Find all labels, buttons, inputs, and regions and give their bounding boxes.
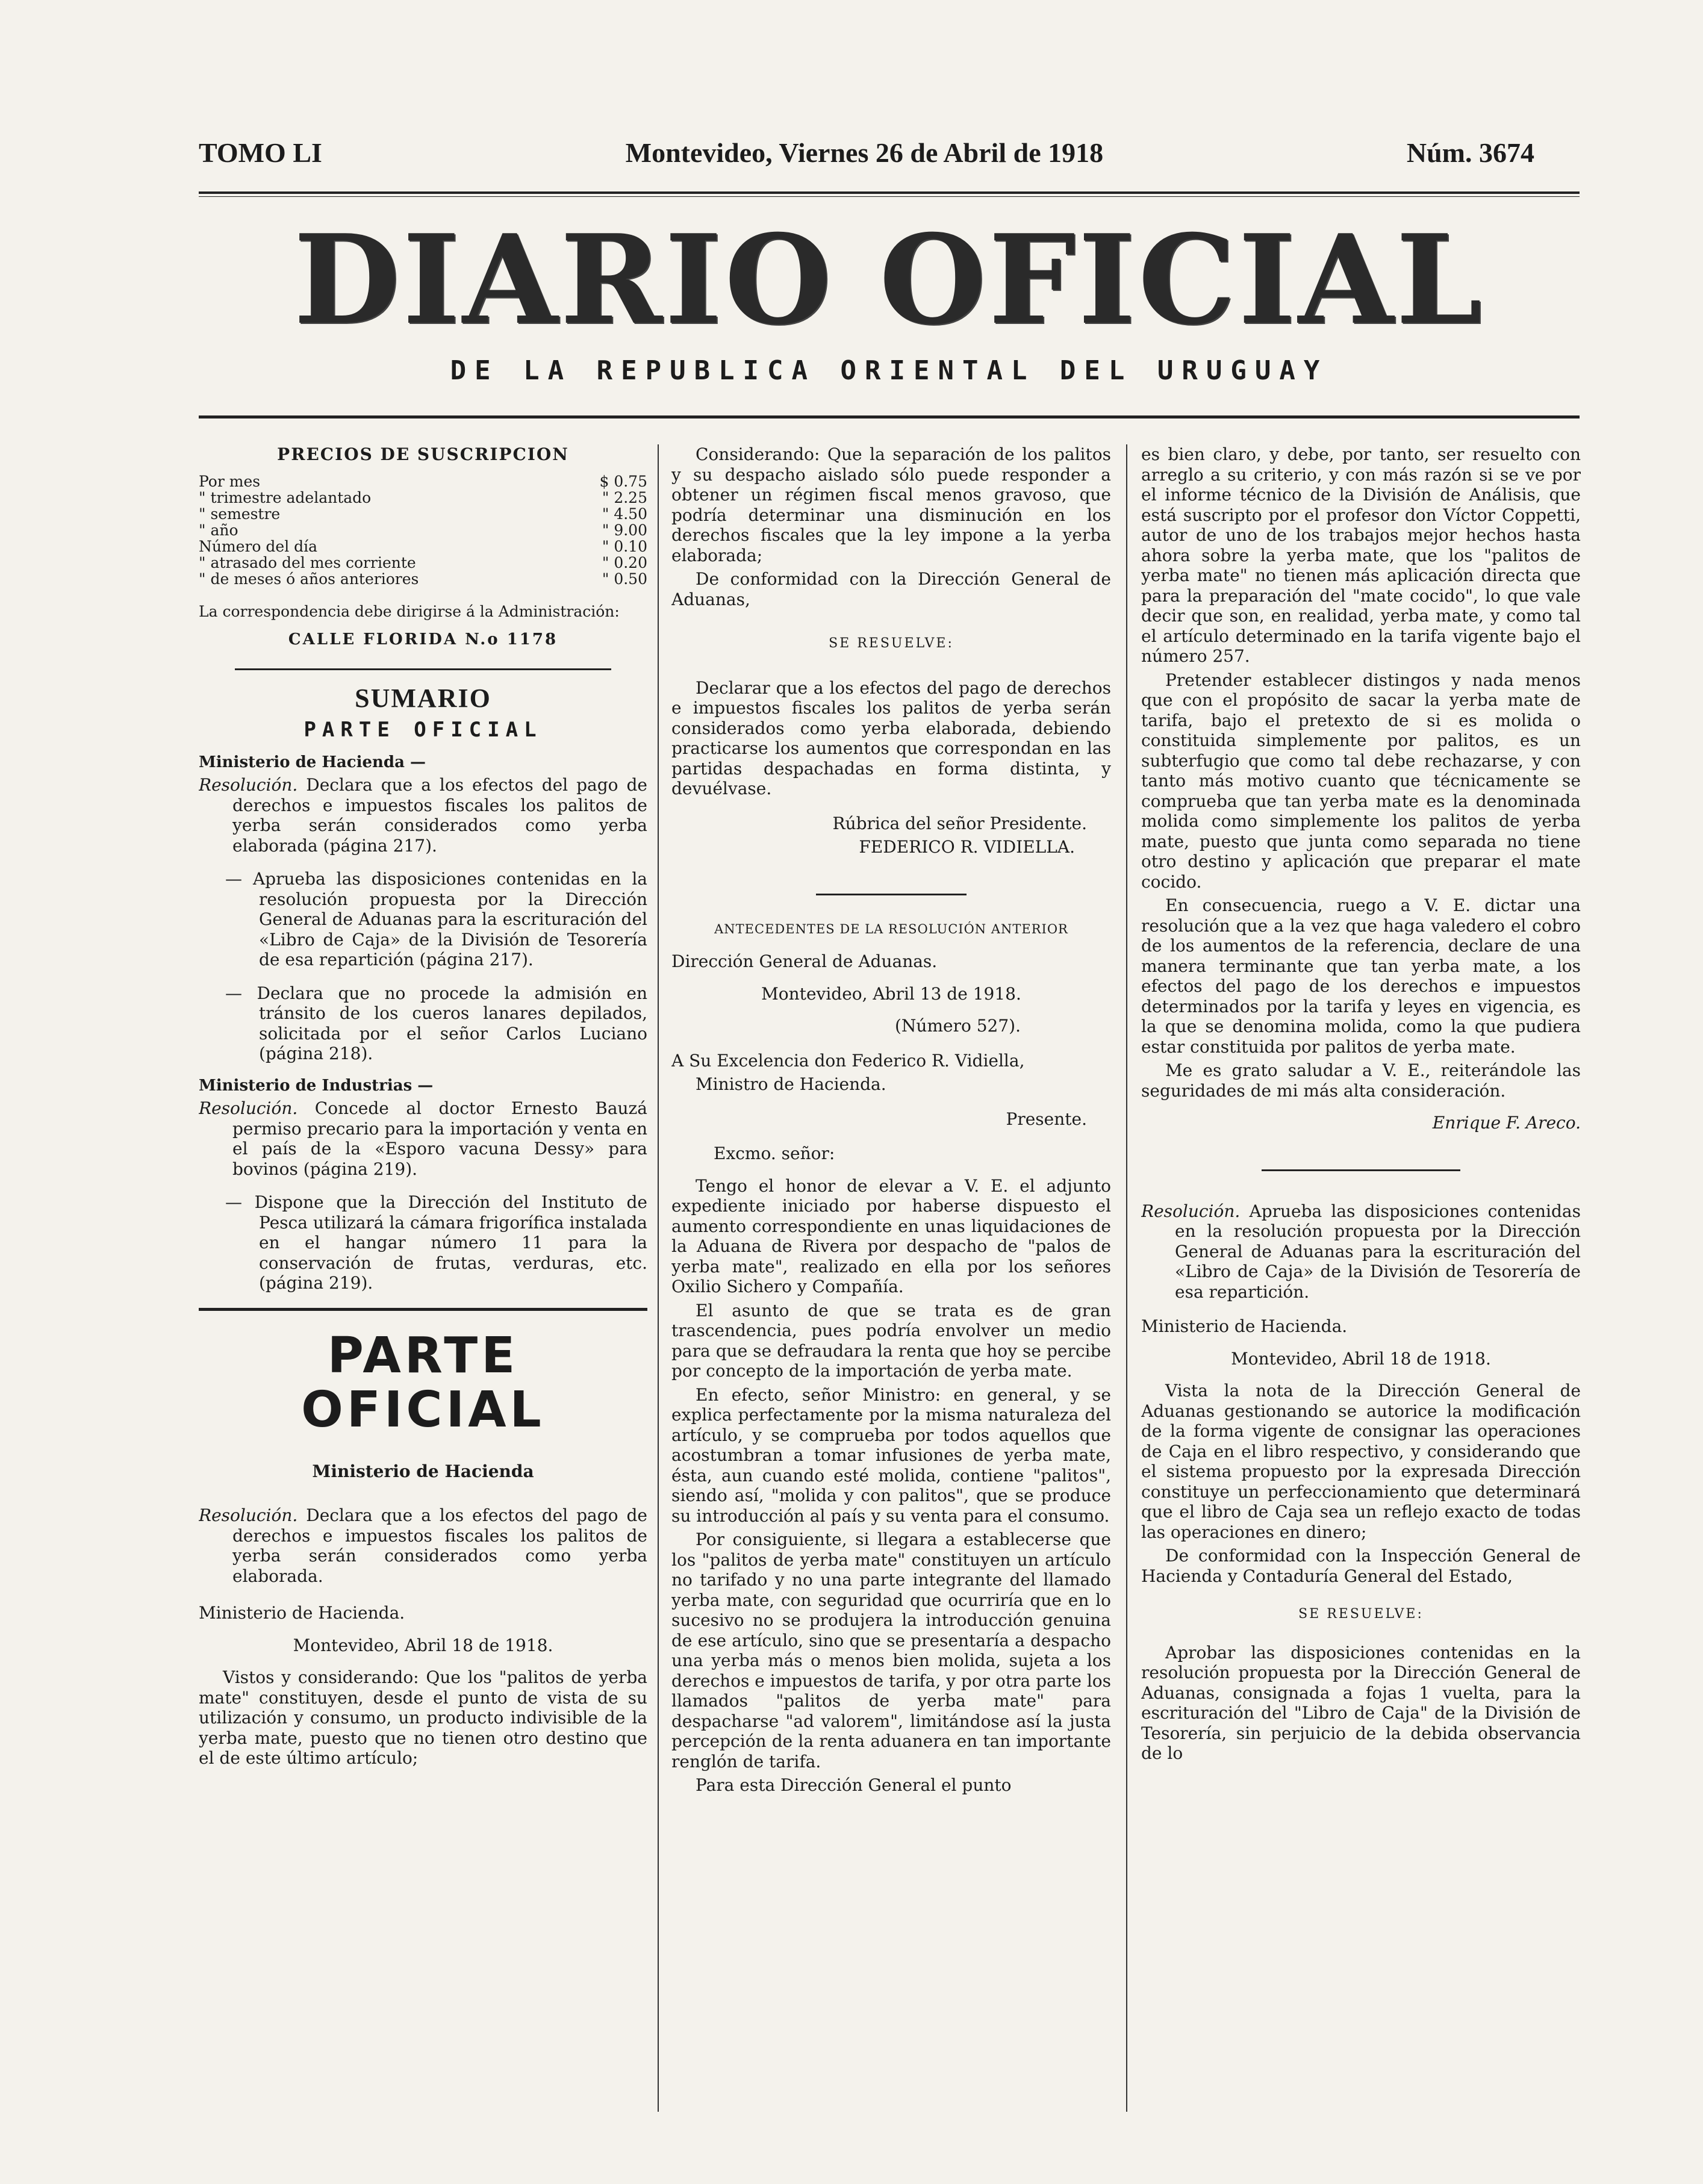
resolution-body: Vistos y considerando: Que los "palitos de yerba mate" constituyen, desde el punto de vista de su utilización y consumo, un producto indivisible de la yerba mate, puesto que no tienen otro destino que el de este último artículo; xyxy=(199,1667,647,1768)
price-label: Número del día xyxy=(199,537,318,555)
paragraph: Para esta Dirección General el punto xyxy=(696,1775,1012,1795)
price-value: $ 0.75 xyxy=(599,472,647,490)
antecedentes-heading: ANTECEDENTES DE LA RESOLUCIÓN ANTERIOR xyxy=(714,921,1068,936)
price-row xyxy=(199,538,647,555)
item-text: Declara que a los efectos del pago de derechos e impuestos fiscales los palitos de yerba serán considerados como yerba elaborada. xyxy=(232,1505,647,1586)
signature: Enrique F. Areco. xyxy=(1432,1113,1581,1133)
item-lead: Resolución. xyxy=(199,1098,298,1118)
parte-oficial-heading: PARTE OFICIAL xyxy=(301,1327,545,1439)
divider xyxy=(235,668,611,670)
paragraph: es bien claro, y debe, por tanto, ser resuelto con arreglo a su criterio, y con más razón si se ve por el informe técnico de la División de Análisis, que está suscripto por el profesor don Víctor Coppetti, autor de uno de los trabajos mejor hechos hasta ahora sobre la yerba mate, que los "palitos de yerba mate" no tienen más aplicación directa que para la preparación del "mate cocido", lo que vale decir que son, en realidad, yerba mate, y como tal el artículo determinado en la tarifa vigente bajo el número 257. xyxy=(1141,444,1581,666)
column-2 xyxy=(671,444,1111,2118)
prices-title: PRECIOS DE SUSCRIPCION xyxy=(277,444,569,464)
paragraph: Aprobar las disposiciones contenidas en la resolución propuesta por la Dirección General de Aduanas, consignada a fojas 1 vuelta, para la escrituración del "Libro de Caja" de la División de Tesorería, sin perjuicio de la debida observancia de lo xyxy=(1141,1642,1581,1763)
paragraph: De conformidad con la Dirección General de Aduanas, xyxy=(671,569,1111,609)
price-row xyxy=(199,571,647,587)
price-value: " 0.10 xyxy=(602,537,647,555)
price-label: " año xyxy=(199,521,238,539)
top-rule xyxy=(199,191,1580,194)
issue-number: Núm. 3674 xyxy=(1406,137,1534,168)
sumario-ministerio-industrias: Ministerio de Industrias — xyxy=(199,1076,434,1095)
sumario-parte-oficial: PARTE OFICIAL xyxy=(304,718,543,742)
price-row xyxy=(199,506,647,522)
admin-address: CALLE FLORIDA N.o 1178 xyxy=(288,630,558,649)
price-label: " de meses ó años anteriores xyxy=(199,570,419,588)
issue-date: Montevideo, Viernes 26 de Abril de 1918 xyxy=(625,137,1104,168)
price-row xyxy=(199,555,647,571)
column-3 xyxy=(1141,444,1581,2118)
divider xyxy=(816,894,967,895)
masthead-rule xyxy=(199,415,1580,418)
item-lead: Resolución. xyxy=(199,775,298,795)
sumario-ministerio-hacienda: Ministerio de Hacienda — xyxy=(199,753,426,771)
paragraph: Declarar que a los efectos del pago de derechos e impuestos fiscales los palitos de yerba serán considerados como yerba elaborada, debiendo practicarse los aumentos que correspondan en las partidas despachadas en forma distinta, y devuélvase. xyxy=(671,677,1111,798)
salutation: Excmo. señor: xyxy=(714,1143,835,1163)
resolution-summary xyxy=(1141,1201,1581,1302)
sumario-item: — Declara que no procede la admisión en tránsito de los cueros lanares depilados, solicitada por el señor Carlos Luciano (página 218). xyxy=(225,983,647,1063)
column-divider-1 xyxy=(658,444,659,2112)
item-text: Declara que a los efectos del pago de derechos e impuestos fiscales los palitos de yerba serán considerados como yerba elaborada (página 217). xyxy=(232,775,647,856)
sumario-title: SUMARIO xyxy=(355,683,491,713)
price-row xyxy=(199,522,647,538)
letter-date: Montevideo, Abril 13 de 1918. xyxy=(761,983,1021,1004)
price-row xyxy=(199,490,647,506)
paragraph: En efecto, señor Ministro: en general, y se explica perfectamente por la misma naturaleza del artículo, y se comprueba por todos aquellos que acostumbran a tomar infusiones de yerba mate, ésta, aun cuando esté molida, contiene "palitos", siendo así, "molida y con palitos", que se produce su introducción al país y su venta para el consumo. xyxy=(671,1384,1111,1526)
paragraph: Me es grato saludar a V. E., reiterándole las seguridades de mi más alta consideración. xyxy=(1141,1060,1581,1101)
divider xyxy=(199,1308,647,1311)
addressee: A Su Excelencia don Federico R. Vidiella, xyxy=(671,1050,1025,1071)
sumario-item: — Dispone que la Dirección del Instituto de Pesca utilizará la cámara frigorífica instalada en el hangar número 11 para la conservación de frutas, verduras, etc. (página 219). xyxy=(225,1192,647,1293)
price-label: Por mes xyxy=(199,472,261,490)
resolution-ministerio: Ministerio de Hacienda. xyxy=(1141,1316,1348,1336)
price-value: " 2.25 xyxy=(602,488,647,506)
paragraph: Vista la nota de la Dirección General de Aduanas gestionando se autorice la modificación de la forma vigente de consignar las operaciones de Caja en el libro respectivo, y considerando que el sistema propuesto por la expresada Dirección constituye un perfeccionamiento que determinará que el libro de Caja sea un reflejo exacto de todas las operaciones en dinero; xyxy=(1141,1381,1581,1542)
item-lead: Resolución. xyxy=(199,1505,298,1525)
price-value: " 4.50 xyxy=(602,505,647,523)
top-rule-thin xyxy=(199,196,1580,197)
paragraph: Por consiguiente, si llegara a establecerse que los "palitos de yerba mate" constituyen un artículo no tarifado y no una parte integrante del llamado yerba mate, con seguridad que ocurriría que en lo sucesivo no se produjera la introducción genuina de ese artículo, sino que se presentaría a despacho una yerba más o menos bien molida, sujeta a los derechos e impuestos de tarifa, y por otra parte los llamados "palitos de yerba mate" para despacharse "ad valorem", limitándose así la justa percepción de la renta aduanera en tan importante renglón de tarifa. xyxy=(671,1529,1111,1772)
resolution-summary xyxy=(199,1505,647,1586)
item-lead: Resolución. xyxy=(1141,1201,1241,1221)
price-value: " 0.20 xyxy=(602,553,647,571)
se-resuelve: SE RESUELVE: xyxy=(829,636,954,651)
volume-label: TOMO LI xyxy=(199,137,322,168)
price-label: " atrasado del mes corriente xyxy=(199,553,416,571)
letter-number: (Número 527). xyxy=(895,1016,1021,1036)
price-value: " 9.00 xyxy=(602,521,647,539)
ministerio-heading: Ministerio de Hacienda xyxy=(312,1461,534,1481)
se-resuelve: SE RESUELVE: xyxy=(1298,1607,1424,1622)
correspondence-note: La correspondencia debe dirigirse á la Administración: xyxy=(199,602,620,620)
paragraph: Tengo el honor de elevar a V. E. el adjunto expediente iniciado por haberse dispuesto el aumento correspondiente en unas liquidaciones de la Aduana de Rivera por despacho de "palos de yerba mate", realizado en ella por los señores Oxilio Sichero y Compañía. xyxy=(671,1175,1111,1296)
paragraph: De conformidad con la Inspección General de Hacienda y Contaduría General del Estado, xyxy=(1141,1546,1581,1586)
column-divider-2 xyxy=(1126,444,1127,2112)
resolution-date: Montevideo, Abril 18 de 1918. xyxy=(1231,1348,1491,1369)
masthead-title: DIARIO OFICIAL xyxy=(293,208,1485,352)
prices-table xyxy=(199,473,647,587)
presente: Presente. xyxy=(1006,1109,1087,1129)
paragraph: En consecuencia, ruego a V. E. dictar una resolución que a la vez que haga valedero el cobro de los aumentos de la referencia, declare de una manera terminante que tan yerba mate, a los efectos del pago de los derechos e impuestos determinados por la tarifa y leyes en vigencia, es la que se denomina molida, como la que pudiera estar constituida por palitos de yerba mate. xyxy=(1141,895,1581,1057)
item-text: Concede al doctor Ernesto Bauzá permiso precario para la importación y venta en el país de la «Esporo vacuna Dessy» para bovinos (página 219). xyxy=(232,1098,647,1179)
price-label: " semestre xyxy=(199,505,281,523)
masthead-subtitle: DE LA REPUBLICA ORIENTAL DEL URUGUAY xyxy=(450,355,1328,386)
sumario-item xyxy=(199,1098,647,1179)
sumario-item: — Aprueba las disposiciones contenidas en la resolución propuesta por la Dirección General de Aduanas para la escrituración del «Libro de Caja» de la División de Tesorería de esa repartición (página 217). xyxy=(225,869,647,969)
header-line xyxy=(199,131,1534,173)
resolution-date: Montevideo, Abril 18 de 1918. xyxy=(293,1635,553,1655)
sumario-item xyxy=(199,775,647,856)
paragraph: Pretender establecer distingos y nada menos que con el propósito de sacar la yerba mate de tarifa, bajo el pretexto de si es molida o constituida simplemente por palitos, es un subterfugio que como tal debe rechazarse, y con tanto más motivo cuanto que técnicamente se comprueba que tan yerba mate es la denominada molida como simplemente los palitos de yerba mate, puesto que junta como separada no tiene otro destino y aplicación que preparar el mate cocido. xyxy=(1141,670,1581,892)
price-value: " 0.50 xyxy=(602,570,647,588)
item-text: Aprueba las disposiciones contenidas en la resolución propuesta por la Dirección General de Aduanas para la escrituración del «Libro de Caja» de la División de Tesorería de esa repartición. xyxy=(1175,1201,1581,1302)
paragraph: El asunto de que se trata es de gran trascendencia, pues podría envolver un medio para que se defraudara la renta que hoy se percibe por concepto de la importación de yerba mate. xyxy=(671,1300,1111,1381)
firma: FEDERICO R. VIDIELLA. xyxy=(859,837,1075,857)
price-row xyxy=(199,473,647,490)
paragraph: Considerando: Que la separación de los palitos y su despacho aislado sólo puede responder a obtener un régimen fiscal menos gravoso, que podría determinar una disminución en los derechos fiscales que la ley impone a la yerba elaborada; xyxy=(671,444,1111,565)
addressee-title: Ministro de Hacienda. xyxy=(696,1074,886,1094)
column-1 xyxy=(199,444,647,2118)
rubrica: Rúbrica del señor Presidente. xyxy=(832,813,1087,833)
direccion: Dirección General de Aduanas. xyxy=(671,951,938,971)
resolution-ministerio: Ministerio de Hacienda. xyxy=(199,1603,405,1623)
divider xyxy=(1262,1169,1460,1171)
price-label: " trimestre adelantado xyxy=(199,488,372,506)
